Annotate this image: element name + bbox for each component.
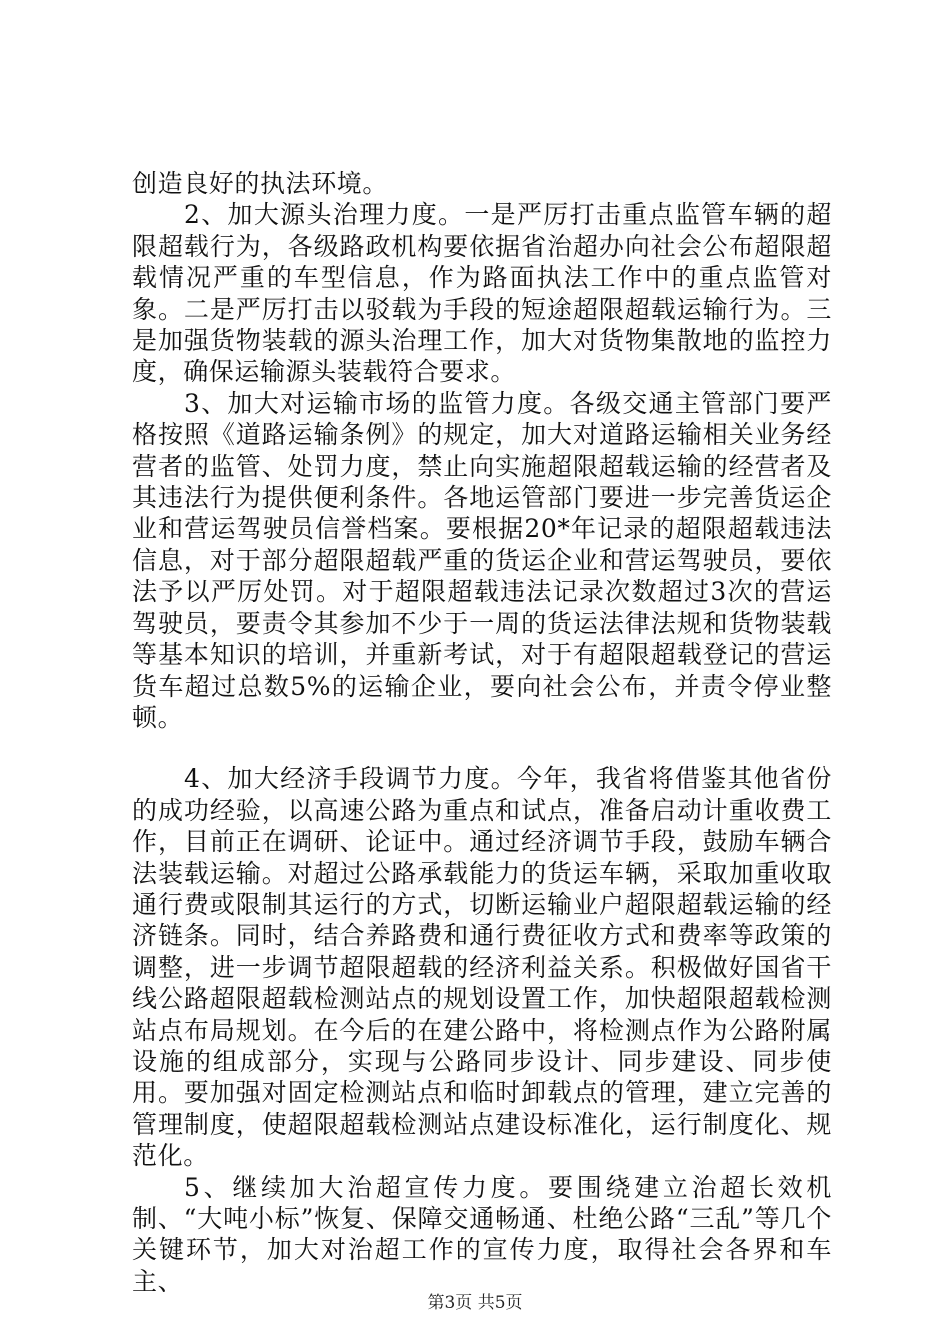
paragraph-item-3: 3、加大对运输市场的监管力度。各级交通主管部门要严格按照《道路运输条例》的规定，加大对道路运输相关业务经营者的监管、处罚力度，禁止向实施超限超载运输的经营者及其违法行为提供便利条件。各地运管部门要进一步完善货运企业和营运驾驶员信誉档案。要根据20*年记录的超限超载违法信息，对于部分超限超载严重的货运企业和营运驾驶员，要依法予以严厉处罚。对于超限超载违法记录次数超过3次的营运驾驶员，要责令其参加不少于一周的货运法律法规和货物装载等基本知识的培训，并重新考试，对于有超限超载登记的营运货车超过总数5%的运输企业，要向社会公布，并责令停业整顿。 xyxy=(132,388,832,732)
paragraph-continuation: 创造良好的执法环境。 xyxy=(132,169,389,198)
paragraph-item-4: 4、加大经济手段调节力度。今年，我省将借鉴其他省份的成功经验，以高速公路为重点和试点，准备启动计重收费工作，目前正在调研、论证中。通过经济调节手段，鼓励车辆合法装载运输。对超过公路承载能力的货运车辆，采取加重收取通行费或限制其运行的方式，切断运输业户超限超载运输的经济链条。同时，结合养路费和通行费征收方式和费率等政策的调整，进一步调节超限超载的经济利益关系。积极做好国省干线公路超限超载检测站点的规划设置工作，加快超限超载检测站点布局规划。在今后的在建公路中，将检测点作为公路附属设施的组成部分，实现与公路同步设计、同步建设、同步使用。要加强对固定检测站点和临时卸载点的管理，建立完善的管理制度，使超限超载检测站点建设标准化，运行制度化、规范化。 xyxy=(132,764,832,1171)
paragraph-item-5: 5、继续加大治超宣传力度。要围绕建立治超长效机制、“大吨小标”恢复、保障交通畅通、杜绝公路“三乱”等几个关键环节，加大对治超工作的宣传力度，取得社会各界和车主、 xyxy=(132,1172,832,1296)
document-body xyxy=(132,168,832,1297)
page-number-footer: 第3页 共5页 xyxy=(427,1293,523,1313)
paragraph-item-2: 2、加大源头治理力度。一是严厉打击重点监管车辆的超限超载行为，各级路政机构要依据省治超办向社会公布超限超载情况严重的车型信息，作为路面执法工作中的重点监管对象。二是严厉打击以驳载为手段的短途超限超载运输行为。三是加强货物装载的源头治理工作，加大对货物集散地的监控力度，确保运输源头装载符合要求。 xyxy=(132,200,832,387)
